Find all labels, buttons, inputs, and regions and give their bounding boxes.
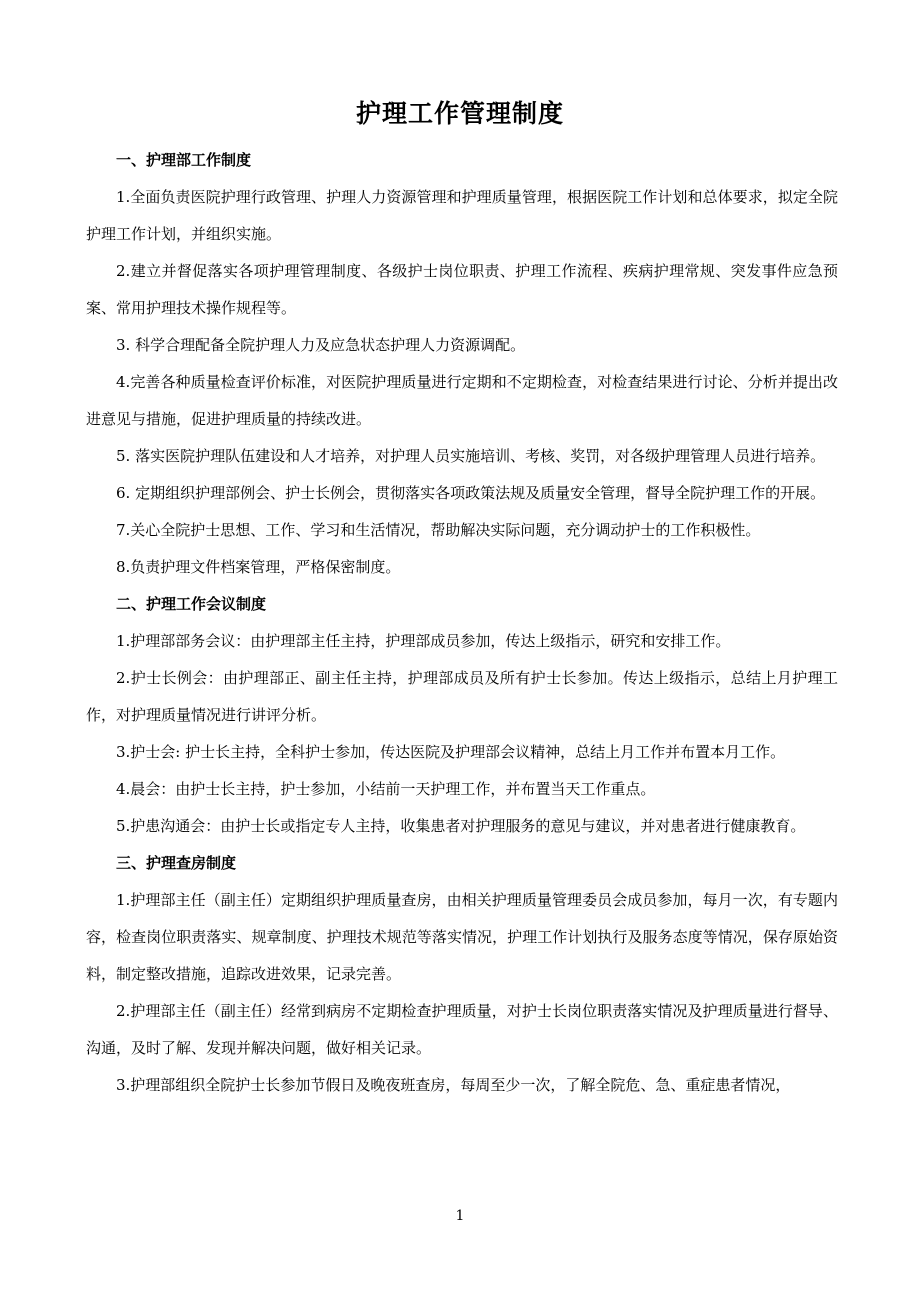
page-number: 1 xyxy=(455,1208,465,1224)
document-title: 护理工作管理制度 xyxy=(355,99,564,128)
list-item: 3. 科学合理配备全院护理人力及应急状态护理人力资源调配。 xyxy=(116,336,526,354)
list-item: 2.护士长例会：由护理部正、副主任主持，护理部成员及所有护士长参加。传达上级指示，总结上月护理工作，对护理质量情况进行讲评分析。 xyxy=(86,669,838,724)
list-item: 2.护理部主任（副主任）经常到病房不定期检查护理质量，对护士长岗位职责落实情况及护理质量进行督导、沟通，及时了解、发现并解决问题，做好相关记录。 xyxy=(86,1002,838,1057)
list-item: 3.护士会: 护士长主持，全科护士参加，传达医院及护理部会议精神，总结上月工作并布置本月工作。 xyxy=(116,743,786,761)
list-item: 6. 定期组织护理部例会、护士长例会，贯彻落实各项政策法规及质量安全管理，督导全院护理工作的开展。 xyxy=(116,484,826,502)
list-item: 1.护理部主任（副主任）定期组织护理质量查房，由相关护理质量管理委员会成员参加，每月一次，有专题内容，检查岗位职责落实、规章制度、护理技术规范等落实情况，护理工作计划执行及服务态度等情况，保存原始资料，制定整改措施，追踪改进效果，记录完善。 xyxy=(86,891,838,983)
list-item: 7.关心全院护士思想、工作、学习和生活情况，帮助解决实际问题，充分调动护士的工作积极性。 xyxy=(116,521,761,539)
section-meeting-system xyxy=(86,586,838,845)
list-item: 3.护理部组织全院护士长参加节假日及晚夜班查房，每周至少一次，了解全院危、急、重症患者情况， xyxy=(116,1076,791,1094)
document-body xyxy=(86,142,838,1104)
section-heading: 三、护理查房制度 xyxy=(116,854,237,872)
section-heading: 二、护理工作会议制度 xyxy=(116,595,267,613)
list-item: 2.建立并督促落实各项护理管理制度、各级护士岗位职责、护理工作流程、疾病护理常规、突发事件应急预案、常用护理技术操作规程等。 xyxy=(86,262,838,317)
list-item: 4.晨会：由护士长主持，护士参加，小结前一天护理工作，并布置当天工作重点。 xyxy=(116,780,656,798)
list-item: 5.护患沟通会：由护士长或指定专人主持，收集患者对护理服务的意见与建议，并对患者进行健康教育。 xyxy=(116,817,806,835)
list-item: 5. 落实医院护理队伍建设和人才培养，对护理人员实施培训、考核、奖罚，对各级护理管理人员进行培养。 xyxy=(116,447,826,465)
section-ward-rounds xyxy=(86,845,838,1104)
list-item: 4.完善各种质量检查评价标准，对医院护理质量进行定期和不定期检查，对检查结果进行讨论、分析并提出改进意见与措施，促进护理质量的持续改进。 xyxy=(86,373,838,428)
list-item: 1.护理部部务会议：由护理部主任主持，护理部成员参加，传达上级指示，研究和安排工作。 xyxy=(116,632,731,650)
section-heading: 一、护理部工作制度 xyxy=(116,151,252,169)
section-nursing-department xyxy=(86,142,838,586)
list-item: 8.负责护理文件档案管理，严格保密制度。 xyxy=(116,558,401,576)
list-item: 1.全面负责医院护理行政管理、护理人力资源管理和护理质量管理，根据医院工作计划和总体要求，拟定全院护理工作计划，并组织实施。 xyxy=(86,188,838,243)
